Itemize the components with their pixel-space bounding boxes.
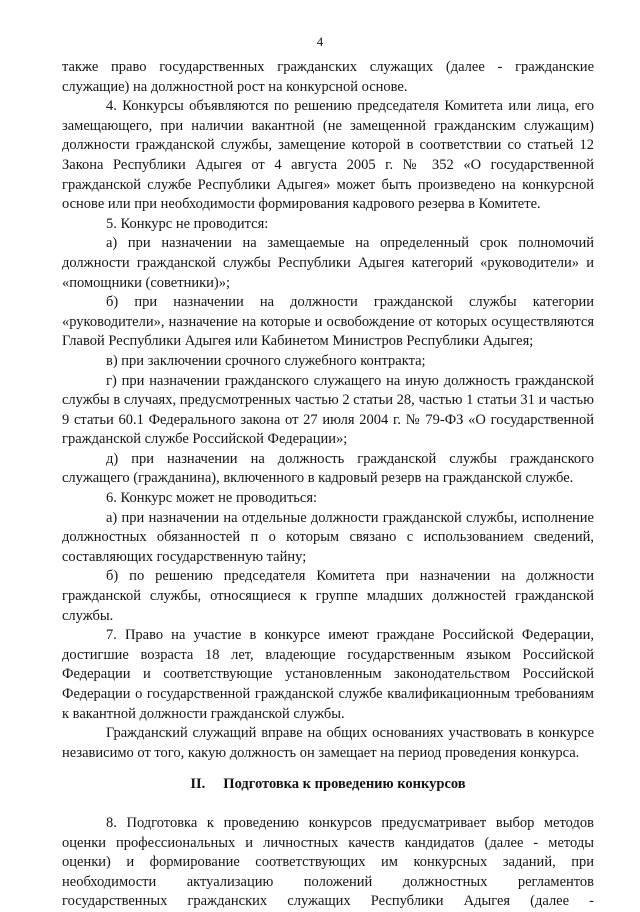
paragraph-item-5b: б) при назначении на должности гражданской службы категории «руководители», назначение на которые и освобождение от которых осуществляются Главой Республики Адыгея или Кабинетом Министров Республики Адыгея; bbox=[62, 294, 594, 350]
paragraph-item-6a: а) при назначении на отдельные должности гражданской службы, исполнение должностных обязанностей п о которым связано с использованием сведений, составляющих государственную тайну; bbox=[62, 509, 594, 565]
document-body bbox=[62, 58, 594, 912]
page-number: 4 bbox=[316, 34, 324, 49]
paragraph-item-5d: д) при назначении на должность гражданской службы гражданского служащего (гражданина), включенного в кадровый резерв на гражданской службе. bbox=[62, 450, 594, 487]
paragraph-item-8: 8. Подготовка к проведению конкурсов предусматривает выбор методов оценки профессиональных и личностных качеств кандидатов (далее - методы оценки) и формирование соответствующих им конкурсных заданий, при необходимости актуализацию положений должностных регламентов государственных гражданских служащих Республики Адыгея (далее - bbox=[62, 814, 594, 910]
paragraph-item-7: 7. Право на участие в конкурсе имеют граждане Российской Федерации, достигшие возраста 18 лет, владеющие государственным языком Российской Федерации и соответствующие установленным законодательством Российской Федерации о государственной гражданской службе квалификационным требованиям к вакантной должности гражданской службы. bbox=[62, 627, 594, 722]
paragraph-item-5v: в) при заключении срочного служебного контракта; bbox=[106, 352, 426, 369]
paragraph-item-5a: а) при назначении на замещаемые на определенный срок полномочий должности гражданской службы Республики Адыгея категорий «руководители» и «помощники (советники)»; bbox=[62, 235, 594, 291]
section-title: Подготовка к проведению конкурсов bbox=[223, 776, 466, 793]
paragraph-item-6b: б) по решению председателя Комитета при назначении на должности гражданской службы, относящиеся к группе младших должностей гражданской службы. bbox=[62, 568, 594, 624]
paragraph-continuation: также право государственных гражданских служащих (далее - гражданские служащие) на должностной рост на конкурсной основе. bbox=[62, 59, 594, 95]
paragraph-civil-servant-right: Гражданский служащий вправе на общих основаниях участвовать в конкурсе независимо от того, какую должность он замещает на период проведения конкурса. bbox=[62, 725, 594, 761]
paragraph-item-6: 6. Конкурс может не проводиться: bbox=[106, 490, 318, 507]
paragraph-item-5g: г) при назначении гражданского служащего на иную должность гражданской службы в случаях, предусмотренных частью 2 статьи 28, частью 1 статьи 31 и частью 9 статьи 60.1 Федерального закона от 27 июля 2004 г. № 79-ФЗ «О государственной гражданской службе Российской Федерации»; bbox=[62, 372, 594, 448]
section-number: II. bbox=[190, 776, 206, 793]
section-heading bbox=[62, 775, 594, 795]
paragraph-item-4: 4. Конкурсы объявляются по решению председателя Комитета или лица, его замещающего, при наличии вакантной (не замещенной гражданским служащим) должности гражданской службы, замещение которой в соответствии со статьей 12 Закона Республики Адыгея от 4 августа 2005 г. № 352 «О государственной гражданской службе Республики Адыгея» может быть произведено на конкурсной основе или при необходимости формирования кадрового резерва в Комитете. bbox=[62, 98, 594, 213]
paragraph-item-5: 5. Конкурс не проводится: bbox=[106, 215, 269, 232]
